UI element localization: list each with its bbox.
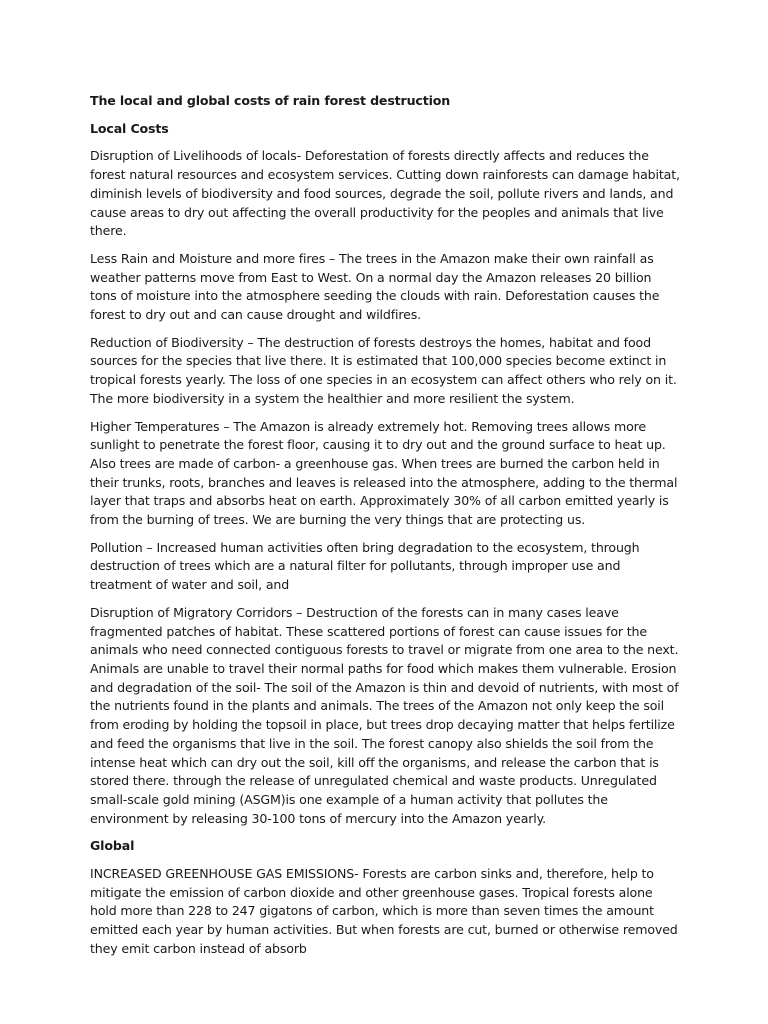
paragraph-migratory-corridors: Disruption of Migratory Corridors – Destruction of the forests can in many cases leave fragmented patches of habitat. These scattered portions of forest can cause issues for the animals who need connected contiguous forests to travel or migrate from one area to the next. Animals are unable to travel their normal paths for food which makes them vulnerable. Erosion and degradation of the soil- The soil of the Amazon is thin and devoid of nutrients, with most of the nutrients found in the plants and animals. The trees of the Amazon not only keep the soil from eroding by holding the topsoil in place, but trees drop decaying matter that helps fertilize and feed the organisms that live in the soil. The forest canopy also shields the soil from the intense heat which can dry out the soil, kill off the organisms, and release the carbon that is stored there. through the release of unregulated chemical and waste products. Unregulated small-scale gold mining (ASGM)is one example of a human activity that pollutes the environment by releasing 30-100 tons of mercury into the Amazon yearly. (90, 604, 679, 826)
document-title: The local and global costs of rain forest destruction (90, 93, 451, 108)
paragraph-greenhouse-gas-emissions: INCREASED GREENHOUSE GAS EMISSIONS- Forests are carbon sinks and, therefore, help to mitigate the emission of carbon dioxide and other greenhouse gases. Tropical forests alone hold more than 228 to 247 gigatons of carbon, which is more than seven times the amount emitted each year by human activities. But when forests are cut, burned or otherwise removed they emit carbon instead of absorb (90, 866, 678, 956)
paragraph-higher-temperatures: Higher Temperatures – The Amazon is already extremely hot. Removing trees allows more sunlight to penetrate the forest floor, causing it to dry out and the ground surface to heat up. Also trees are made of carbon- a greenhouse gas. When trees are burned the carbon held in their trunks, roots, branches and leaves is released into the atmosphere, adding to the thermal layer that traps and absorbs heat on earth. Approximately 30% of all carbon emitted yearly is from the burning of trees. We are burning the very things that are protecting us. (90, 418, 678, 528)
paragraph-livelihoods: Disruption of Livelihoods of locals- Deforestation of forests directly affects and reduces the forest natural resources and ecosystem services. Cutting down rainforests can damage habitat, diminish levels of biodiversity and food sources, degrade the soil, pollute rivers and lands, and cause areas to dry out affecting the overall productivity for the peoples and animals that live there. (90, 148, 680, 239)
paragraph-pollution: Pollution – Increased human activities often bring degradation to the ecosystem, through destruction of trees which are a natural filter for pollutants, through improper use and treatment of water and soil, and (90, 539, 640, 593)
paragraph-biodiversity: Reduction of Biodiversity – The destruction of forests destroys the homes, habitat and food sources for the species that live there. It is estimated that 100,000 species become extinct in tropical forests yearly. The loss of one species in an ecosystem can affect others who rely on it. The more biodiversity in a system the healthier and more resilient the system. (90, 334, 677, 406)
section-heading-local-costs: Local Costs (90, 120, 169, 136)
paragraph-rain-moisture-fires: Less Rain and Moisture and more fires – The trees in the Amazon make their own rainfall as weather patterns move from East to West. On a normal day the Amazon releases 20 billion tons of moisture into the atmosphere seeding the clouds with rain. Deforestation causes the forest to dry out and can cause drought and wildfires. (90, 250, 660, 323)
section-heading-global: Global (90, 838, 135, 854)
document-body (90, 92, 680, 968)
